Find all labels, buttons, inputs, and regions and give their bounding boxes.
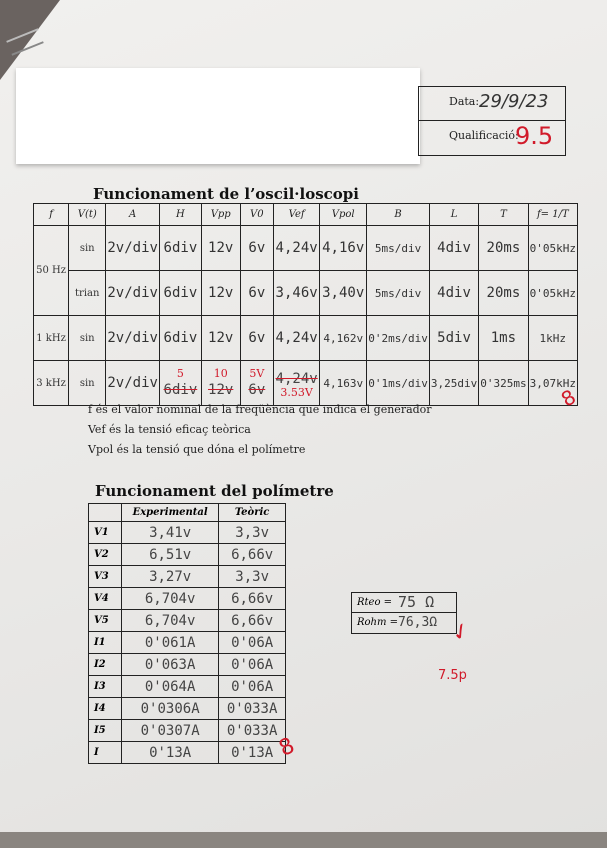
cell-t: 20ms (479, 226, 528, 271)
table-row (34, 316, 578, 361)
cell-l: 5div (429, 316, 478, 361)
polimetre-table (88, 503, 286, 764)
oscilloscope-title: Funcionament de l’oscil·loscopi (93, 185, 359, 203)
polimetre-header-row (89, 504, 286, 522)
cell-v0: 6v (240, 316, 274, 361)
date-grade-box (418, 86, 566, 156)
col-h: H (159, 204, 201, 226)
cell-teoric: 6,66v (219, 610, 286, 632)
definitions-notes (88, 400, 432, 460)
cell-teoric: 0'033A (219, 720, 286, 742)
check-mark: ✓ (446, 617, 476, 648)
cell-experimental: 0'064A (122, 676, 219, 698)
col-a: A (106, 204, 160, 226)
cell-b: 5ms/div (367, 226, 430, 271)
col-vt: V(t) (69, 204, 106, 226)
polimetre-title: Funcionament del polímetre (95, 482, 334, 500)
note-vpol: Vpol és la tensió que dóna el polímetre (88, 443, 306, 456)
value-vef: 4,24v (275, 371, 318, 387)
row-label: I1 (89, 632, 122, 654)
cell-b: 5ms/div (367, 271, 430, 316)
correction-v0: 5V (249, 367, 265, 380)
oscilloscope-table (33, 203, 578, 406)
cell-vpp: 12v (201, 271, 240, 316)
table-row (89, 522, 286, 544)
rteo-label: Rteo = (357, 597, 393, 608)
cell-t: 20ms (479, 271, 528, 316)
note-vef: Vef és la tensió eficaç teòrica (88, 423, 251, 436)
col-l: L (429, 204, 478, 226)
cell-l: 3,25div (429, 361, 478, 406)
cell-b: 0'1ms/div (367, 361, 430, 406)
cell-teoric: 0'06A (219, 654, 286, 676)
correction-vef: 3.53V (280, 386, 313, 399)
date-row (419, 87, 565, 121)
value-h: 6div (163, 382, 198, 398)
cell-teoric: 0'033A (219, 698, 286, 720)
table-row (89, 566, 286, 588)
cell-vpp: 12v (201, 316, 240, 361)
table-row (89, 720, 286, 742)
table-row (89, 654, 286, 676)
table-row (34, 271, 578, 316)
row-label: I3 (89, 676, 122, 698)
name-cover-strip (16, 68, 420, 164)
cell-l: 4div (429, 271, 478, 316)
table-row (89, 544, 286, 566)
cell-experimental: 0'061A (122, 632, 219, 654)
cell-vpol: 3,40v (320, 271, 367, 316)
cell-vef: 4,24v (274, 226, 320, 271)
row-label: I (89, 742, 122, 764)
correction-vpp: 10 (213, 367, 228, 380)
cell-experimental: 0'0306A (122, 698, 219, 720)
cell-experimental: 0'13A (122, 742, 219, 764)
cell-a: 2v/div (106, 226, 160, 271)
rohm-value: 76,3Ω (398, 615, 438, 630)
col-t: T (479, 204, 528, 226)
cell-vt: sin (69, 361, 106, 406)
cell-vef: 4,24v (274, 316, 320, 361)
cell-f: 1 kHz (34, 316, 69, 361)
cell-vef (274, 361, 320, 406)
col-v0: V0 (240, 204, 274, 226)
date-value: 29/9/23 (479, 91, 549, 112)
cell-vt: trian (69, 271, 106, 316)
cell-experimental: 3,27v (122, 566, 219, 588)
polimetre-body (89, 522, 286, 764)
table-row (89, 610, 286, 632)
table-row (34, 226, 578, 271)
value-v0: 6v (248, 382, 266, 398)
cell-teoric: 0'13A (219, 742, 286, 764)
rohm-row (352, 613, 456, 633)
cell-l: 4div (429, 226, 478, 271)
cell-t: 1ms (479, 316, 528, 361)
cell-vef: 3,46v (274, 271, 320, 316)
rteo-row (352, 593, 456, 613)
table-row (89, 698, 286, 720)
cell-experimental: 6,51v (122, 544, 219, 566)
row-label: V4 (89, 588, 122, 610)
table-row (89, 676, 286, 698)
col-vef: Vef (274, 204, 320, 226)
cell-teoric: 0'06A (219, 632, 286, 654)
cell-f: 50 Hz (34, 226, 69, 316)
cell-vpp (201, 361, 240, 406)
col-vpol: Vpol (320, 204, 367, 226)
cell-experimental: 0'063A (122, 654, 219, 676)
row-label: V5 (89, 610, 122, 632)
cell-t: 0'325ms (479, 361, 528, 406)
col-b: B (367, 204, 430, 226)
table-row (89, 632, 286, 654)
cell-teoric: 6,66v (219, 588, 286, 610)
background-bottom (0, 832, 607, 848)
cell-f-calc: 3,07kHz (528, 361, 577, 406)
table-row (34, 361, 578, 406)
col-f-calc: f= 1/T (528, 204, 577, 226)
score-mark-oscilloscope: 8 (556, 384, 580, 412)
col-f: f (34, 204, 69, 226)
cell-h: 6div (159, 316, 201, 361)
col-blank (89, 504, 122, 522)
cell-teoric: 0'06A (219, 676, 286, 698)
cell-teoric: 3,3v (219, 522, 286, 544)
cell-a: 2v/div (106, 271, 160, 316)
cell-h: 6div (159, 271, 201, 316)
cell-f-calc: 1kHz (528, 316, 577, 361)
cell-teoric: 3,3v (219, 566, 286, 588)
rteo-value: 75 Ω (398, 593, 435, 611)
cell-vpol: 4,163v (320, 361, 367, 406)
note-f: f és el valor nominal de la freqüència que indica el generador (88, 403, 432, 416)
cell-experimental: 3,41v (122, 522, 219, 544)
date-label: Data: (449, 95, 480, 108)
correction-h: 5 (176, 367, 184, 380)
cell-h (159, 361, 201, 406)
cell-vpp: 12v (201, 226, 240, 271)
col-teoric: Teòric (219, 504, 286, 522)
cell-experimental: 0'0307A (122, 720, 219, 742)
cell-vpol: 4,16v (320, 226, 367, 271)
cell-v0: 6v (240, 226, 274, 271)
row-label: I5 (89, 720, 122, 742)
table-row (89, 588, 286, 610)
cell-experimental: 6,704v (122, 610, 219, 632)
cell-a: 2v/div (106, 316, 160, 361)
grade-row (419, 121, 565, 155)
cell-teoric: 6,66v (219, 544, 286, 566)
score-mark-polimetre: 8 (275, 733, 299, 762)
cell-f-calc: 0'05kHz (528, 226, 577, 271)
value-vpp: 12v (208, 382, 234, 398)
cell-vt: sin (69, 226, 106, 271)
cell-f-calc: 0'05kHz (528, 271, 577, 316)
cell-a: 2v/div (106, 361, 160, 406)
table-row (89, 742, 286, 764)
row-label: V1 (89, 522, 122, 544)
cell-b: 0'2ms/div (367, 316, 430, 361)
col-vpp: Vpp (201, 204, 240, 226)
resistance-box (351, 592, 457, 634)
col-experimental: Experimental (122, 504, 219, 522)
cell-v0: 6v (240, 271, 274, 316)
row-label: V2 (89, 544, 122, 566)
score-mark-resistance: 7.5p (438, 668, 467, 683)
cell-h: 6div (159, 226, 201, 271)
grade-value: 9.5 (515, 122, 554, 150)
cell-vt: sin (69, 316, 106, 361)
grade-label: Qualificació: (449, 129, 519, 142)
row-label: I4 (89, 698, 122, 720)
rohm-label: Rohm = (357, 617, 399, 628)
row-label: I2 (89, 654, 122, 676)
cell-experimental: 6,704v (122, 588, 219, 610)
cell-v0 (240, 361, 274, 406)
cell-vpol: 4,162v (320, 316, 367, 361)
row-label: V3 (89, 566, 122, 588)
oscilloscope-header-row (34, 204, 578, 226)
cell-f: 3 kHz (34, 361, 69, 406)
